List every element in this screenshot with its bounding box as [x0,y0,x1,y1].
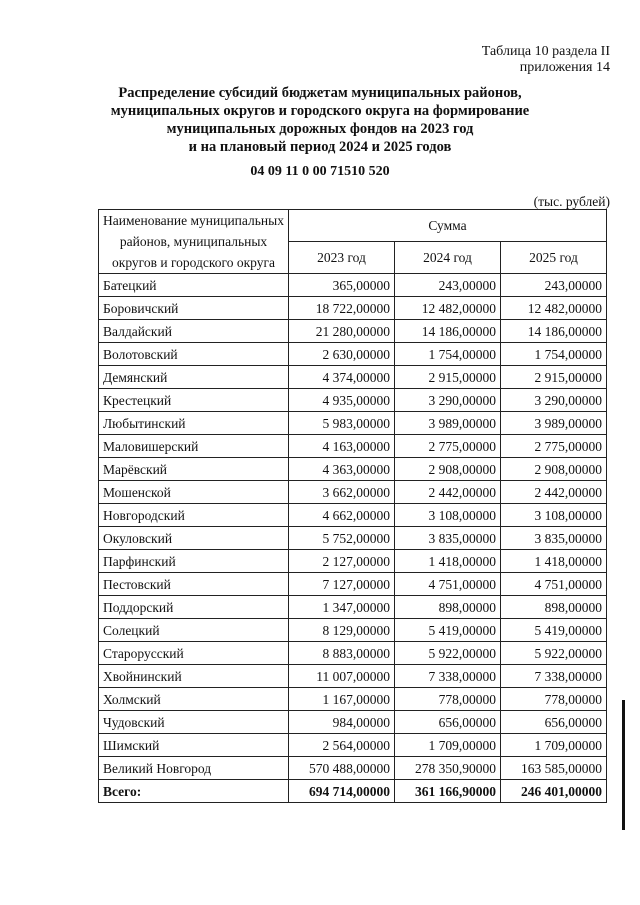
table-row [99,366,607,389]
district-name: Чудовский [99,711,289,734]
district-name: Солецкий [99,619,289,642]
district-name: Демянский [99,366,289,389]
amount-2023: 5 983,00000 [289,412,395,435]
amount-2023: 18 722,00000 [289,297,395,320]
amount-2024: 278 350,90000 [395,757,501,780]
amount-2025: 2 442,00000 [501,481,607,504]
amount-2025: 7 338,00000 [501,665,607,688]
amount-2024: 2 915,00000 [395,366,501,389]
table-row [99,619,607,642]
table-row [99,573,607,596]
amount-2023: 365,00000 [289,274,395,297]
table-row [99,642,607,665]
table-reference [482,44,610,76]
amount-2025: 1 754,00000 [501,343,607,366]
title-line: и на плановый период 2024 и 2025 годов [188,139,452,155]
district-name: Мошенской [99,481,289,504]
header-year-2023: 2023 год [289,242,395,274]
total-label: Всего: [99,780,289,803]
amount-2023: 7 127,00000 [289,573,395,596]
amount-2023: 4 374,00000 [289,366,395,389]
amount-2025: 5 922,00000 [501,642,607,665]
table-row [99,734,607,757]
amount-2024: 2 442,00000 [395,481,501,504]
district-name: Шимский [99,734,289,757]
amount-2024: 5 922,00000 [395,642,501,665]
total-2025: 246 401,00000 [501,780,607,803]
table-row [99,665,607,688]
district-name: Боровичский [99,297,289,320]
district-name: Великий Новгород [99,757,289,780]
header-name: Наименование муниципальных районов, муниципальных округов и городского округа [99,210,289,274]
district-name: Крестецкий [99,389,289,412]
district-name: Волотовский [99,343,289,366]
table-row [99,527,607,550]
amount-2024: 898,00000 [395,596,501,619]
amount-2024: 12 482,00000 [395,297,501,320]
total-row [99,780,607,803]
amount-2025: 2 908,00000 [501,458,607,481]
table-row [99,274,607,297]
title-line: Распределение субсидий бюджетам муниципальных районов, [118,85,522,101]
amount-2025: 1 709,00000 [501,734,607,757]
amount-2023: 11 007,00000 [289,665,395,688]
document-title [80,84,560,156]
amount-2023: 4 662,00000 [289,504,395,527]
amount-2024: 2 775,00000 [395,435,501,458]
district-name: Старорусский [99,642,289,665]
district-name: Холмский [99,688,289,711]
district-name: Хвойнинский [99,665,289,688]
amount-2025: 163 585,00000 [501,757,607,780]
amount-2024: 4 751,00000 [395,573,501,596]
amount-2025: 3 108,00000 [501,504,607,527]
amount-2025: 3 989,00000 [501,412,607,435]
budget-code: 04 09 11 0 00 71510 520 [250,164,390,179]
district-name: Валдайский [99,320,289,343]
subsidy-table [98,209,607,803]
amount-2025: 4 751,00000 [501,573,607,596]
table-reference-line: Таблица 10 раздела II [481,44,610,59]
amount-2025: 3 290,00000 [501,389,607,412]
amount-2025: 14 186,00000 [501,320,607,343]
amount-2025: 778,00000 [501,688,607,711]
amount-2024: 243,00000 [395,274,501,297]
amount-2023: 3 662,00000 [289,481,395,504]
amount-2023: 4 363,00000 [289,458,395,481]
district-name: Поддорский [99,596,289,619]
amount-2024: 1 709,00000 [395,734,501,757]
amount-2024: 7 338,00000 [395,665,501,688]
district-name: Марёвский [99,458,289,481]
table-row [99,320,607,343]
amount-2024: 3 989,00000 [395,412,501,435]
amount-2024: 3 108,00000 [395,504,501,527]
table-row [99,389,607,412]
amount-2025: 2 915,00000 [501,366,607,389]
amount-2025: 243,00000 [501,274,607,297]
table-row [99,504,607,527]
table-row [99,435,607,458]
amount-2023: 4 935,00000 [289,389,395,412]
amount-2023: 8 129,00000 [289,619,395,642]
table-row [99,458,607,481]
table-row [99,481,607,504]
amount-2023: 2 127,00000 [289,550,395,573]
amount-2023: 4 163,00000 [289,435,395,458]
amount-2023: 984,00000 [289,711,395,734]
header-sum: Сумма [289,210,607,242]
title-line: муниципальных округов и городского округа на формирование [110,103,530,119]
scan-edge-line [622,700,625,830]
amount-2024: 1 754,00000 [395,343,501,366]
amount-2024: 2 908,00000 [395,458,501,481]
amount-2024: 656,00000 [395,711,501,734]
amount-2023: 2 630,00000 [289,343,395,366]
table-row [99,412,607,435]
amount-2023: 21 280,00000 [289,320,395,343]
table-row [99,688,607,711]
table-reference-line: приложения 14 [519,60,610,75]
amount-2025: 2 775,00000 [501,435,607,458]
amount-2024: 5 419,00000 [395,619,501,642]
amount-2023: 1 167,00000 [289,688,395,711]
table-row [99,757,607,780]
amount-2023: 570 488,00000 [289,757,395,780]
amount-2024: 778,00000 [395,688,501,711]
amount-2025: 5 419,00000 [501,619,607,642]
district-name: Окуловский [99,527,289,550]
amount-2024: 3 290,00000 [395,389,501,412]
header-year-2025: 2025 год [501,242,607,274]
amount-2025: 1 418,00000 [501,550,607,573]
district-name: Батецкий [99,274,289,297]
amount-2025: 3 835,00000 [501,527,607,550]
header-year-2024: 2024 год [395,242,501,274]
amount-2025: 898,00000 [501,596,607,619]
amount-2024: 1 418,00000 [395,550,501,573]
district-name: Любытинский [99,412,289,435]
table-row [99,596,607,619]
amount-2023: 2 564,00000 [289,734,395,757]
district-name: Пестовский [99,573,289,596]
district-name: Парфинский [99,550,289,573]
units-note: (тыс. рублей) [533,194,610,209]
amount-2025: 656,00000 [501,711,607,734]
amount-2024: 3 835,00000 [395,527,501,550]
amount-2023: 8 883,00000 [289,642,395,665]
title-line: муниципальных дорожных фондов на 2023 год [166,121,474,137]
table-row [99,297,607,320]
amount-2023: 5 752,00000 [289,527,395,550]
amount-2024: 14 186,00000 [395,320,501,343]
table-row [99,343,607,366]
total-2024: 361 166,90000 [395,780,501,803]
district-name: Новгородский [99,504,289,527]
amount-2023: 1 347,00000 [289,596,395,619]
district-name: Маловишерский [99,435,289,458]
amount-2025: 12 482,00000 [501,297,607,320]
table-row [99,711,607,734]
table-row [99,550,607,573]
total-2023: 694 714,00000 [289,780,395,803]
